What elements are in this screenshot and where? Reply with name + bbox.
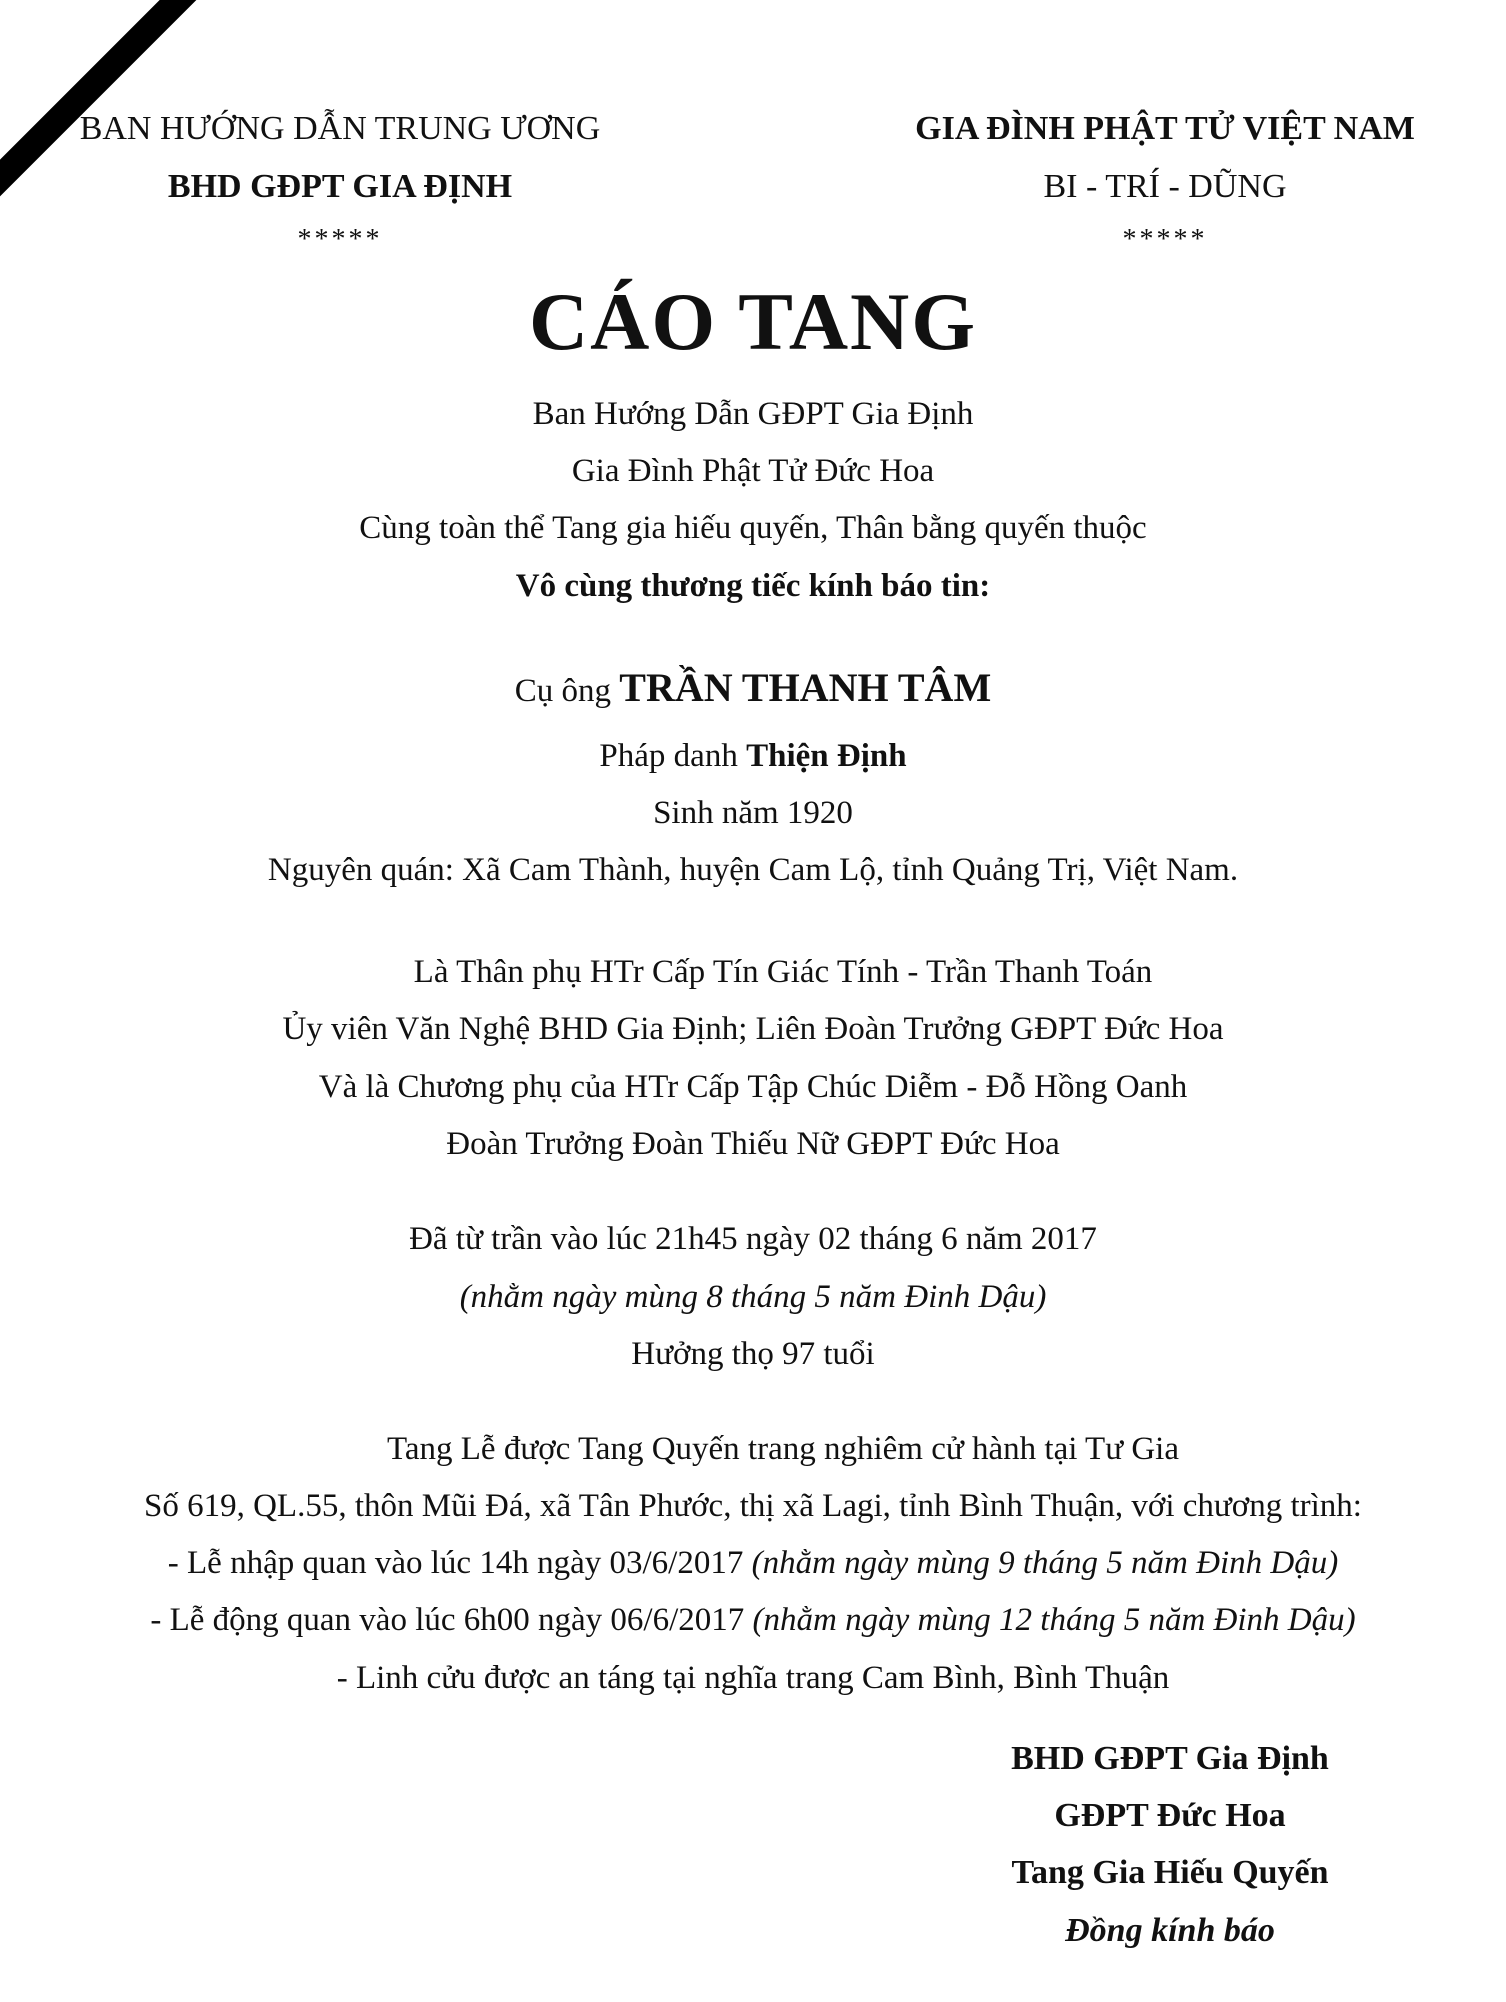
relation-line-2: Ủy viên Văn Nghệ BHD Gia Định; Liên Đoàn Trưởng GĐPT Đức Hoa (282, 1011, 1224, 1047)
dharma-prefix: Pháp danh (599, 738, 738, 774)
ceremony-line-1: Tang Lễ được Tang Quyến trang nghiêm cử hành tại Tư Gia (387, 1431, 1179, 1467)
deceased-name: TRẦN THANH TÂM (619, 665, 992, 710)
header-left-org: BAN HƯỚNG DẪN TRUNG ƯƠNG (79, 110, 601, 147)
ceremony-item-1-text: - Lễ nhập quan vào lúc 14h ngày 03/6/2017 (167, 1545, 744, 1581)
dharma-name-line (0, 734, 1506, 778)
ceremony-address: Số 619, QL.55, thôn Mũi Đá, xã Tân Phước, thị xã Lagi, tỉnh Bình Thuận, với chương trình: (144, 1488, 1362, 1524)
header-left (50, 100, 630, 260)
deceased-name-line (0, 666, 1506, 713)
relation-line-3: Và là Chương phụ của HTr Cấp Tập Chúc Diễm - Đỗ Hồng Oanh (318, 1069, 1188, 1105)
dharma-name: Thiện Định (746, 738, 907, 774)
intro-line-3: Cùng toàn thể Tang gia hiếu quyến, Thân bằng quyến thuộc (359, 510, 1147, 546)
ceremony-item-2-text: - Lễ động quan vào lúc 6h00 ngày 06/6/2017 (150, 1602, 745, 1638)
deceased-prefix: Cụ ông (514, 673, 612, 709)
passing-date: Đã từ trần vào lúc 21h45 ngày 02 tháng 6 năm 2017 (409, 1221, 1097, 1257)
relation-line-1: Là Thân phụ HTr Cấp Tín Giác Tính - Trần Thanh Toán (413, 954, 1153, 990)
ceremony-item-1 (0, 1541, 1506, 1585)
page-title: CÁO TANG (528, 276, 978, 367)
ceremony-item-2-lunar: (nhằm ngày mùng 12 tháng 5 năm Đinh Dậu) (752, 1602, 1356, 1638)
signature-line-2: GĐPT Đức Hoa (1054, 1797, 1286, 1834)
intro-line-4: Vô cùng thương tiếc kính báo tin: (515, 568, 991, 604)
header-left-stars: ***** (297, 224, 383, 255)
header-right (870, 100, 1460, 260)
header-left-branch: BHD GĐPT GIA ĐỊNH (167, 168, 513, 205)
intro-line-1: Ban Hướng Dẫn GĐPT Gia Định (532, 396, 974, 432)
signature-line-4: Đồng kính báo (1065, 1912, 1275, 1949)
relation-line-4: Đoàn Trưởng Đoàn Thiếu Nữ GĐPT Đức Hoa (446, 1126, 1060, 1162)
age: Hưởng thọ 97 tuổi (631, 1336, 875, 1372)
signature-line-1: BHD GĐPT Gia Định (1011, 1740, 1329, 1777)
header-right-motto: BI - TRÍ - DŨNG (1043, 168, 1287, 205)
ceremony-item-2 (0, 1598, 1506, 1642)
intro-line-2: Gia Đình Phật Tử Đức Hoa (571, 453, 935, 489)
ceremony-item-3: - Linh cửu được an táng tại nghĩa trang Cam Bình, Bình Thuận (336, 1660, 1170, 1696)
signature-line-3: Tang Gia Hiếu Quyến (1011, 1854, 1329, 1891)
birth-year: Sinh năm 1920 (653, 795, 853, 831)
passing-lunar-date: (nhằm ngày mùng 8 tháng 5 năm Đinh Dậu) (459, 1279, 1047, 1315)
header-right-org: GIA ĐÌNH PHẬT TỬ VIỆT NAM (915, 110, 1415, 147)
header-right-stars: ***** (1122, 224, 1208, 255)
ceremony-item-1-lunar: (nhằm ngày mùng 9 tháng 5 năm Đinh Dậu) (751, 1545, 1339, 1581)
origin: Nguyên quán: Xã Cam Thành, huyện Cam Lộ, tỉnh Quảng Trị, Việt Nam. (267, 852, 1239, 888)
